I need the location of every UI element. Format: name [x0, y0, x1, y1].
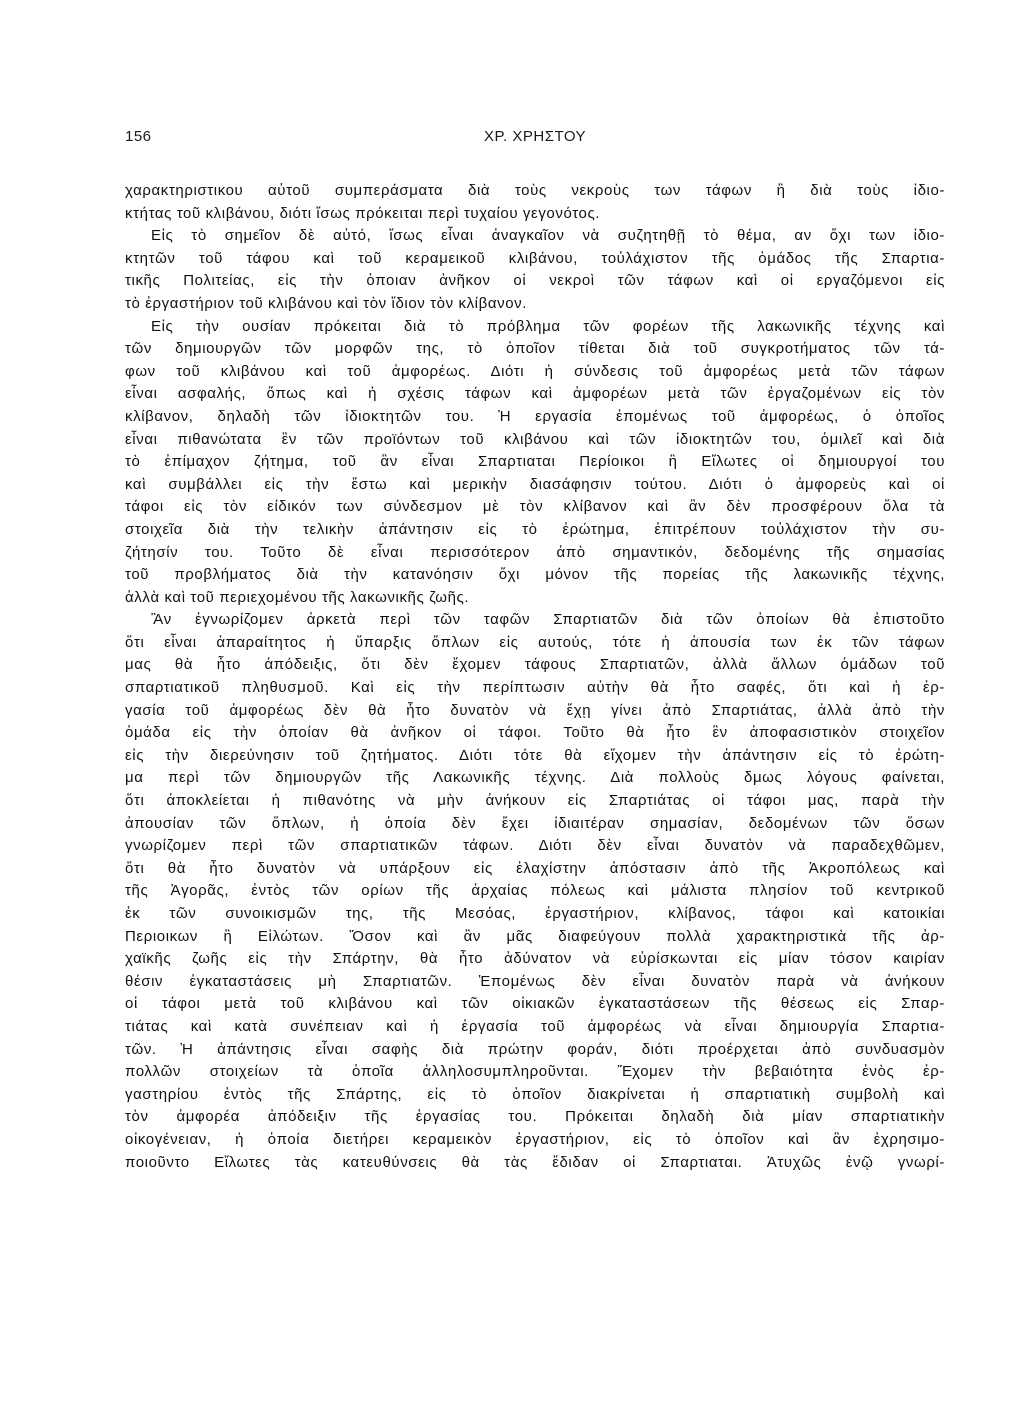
text-line: εἶναι ασφαλής, ὅπως καὶ ἡ σχέσις τάφων καὶ ἀμφορέων μετὰ τῶν ἐργαζομένων εἰς τὸν — [125, 385, 945, 403]
text-line: Εἰς τὴν ουσίαν πρόκειται διὰ τὸ πρόβλημα τῶν φορέων τῆς λακωνικῆς τέχνης καὶ — [151, 317, 945, 335]
text-line: τὸν ἀμφορέα ἀπόδειξιν τῆς ἐργασίας του. Πρόκειται δηλαδὴ διὰ μίαν σπαρτιατικὴν — [125, 1108, 945, 1126]
text-line: ὅτι θὰ ἦτο δυνατὸν νὰ υπάρξουν εἰς ἐλαχίστην ἀπόστασιν ἀπὸ τῆς Ἀκροπόλεως καὶ — [125, 859, 945, 877]
running-title: ΧΡ. ΧΡΗΣΤΟΥ — [483, 128, 587, 145]
text-line: εἶναι πιθανώτατα ἓν τῶν προϊόντων τοῦ κλιβάνου καὶ τῶν ἰδιοκτητῶν του, ὁμιλεῖ καὶ διὰ — [125, 430, 945, 448]
text-line: οἰκογένειαν, ἡ ὁποία διετήρει κεραμεικὸν ἐργαστήριον, εἰς τὸ ὁποῖον καὶ ἂν ἐχρησιμο- — [125, 1130, 945, 1148]
text-line: τάφοι εἰς τὸν είδικόν των σύνδεσμον μὲ τὸν κλίβανον καὶ ἂν δὲν προσφέρουν ὅλα τὰ — [125, 498, 945, 516]
text-line: οἱ τάφοι μετὰ τοῦ κλιβάνου καὶ τῶν οἰκιακῶν ἐγκαταστάσεων τῆς θέσεως εἰς Σπαρ- — [125, 995, 945, 1013]
body-text — [125, 180, 945, 1174]
text-line: χαϊκῆς ζωῆς εἰς τὴν Σπάρτην, θὰ ἦτο ἀδύνατον νὰ εὑρίσκωνται εἰς μίαν τόσον καιρίαν — [125, 950, 945, 968]
text-line: τῶν δημιουργῶν τῶν μορφῶν της, τὸ ὁποῖον τίθεται διὰ τοῦ συγκροτήματος τῶν τά- — [125, 340, 945, 358]
text-line: γασία τοῦ ἀμφορέως δὲν θὰ ἦτο δυνατὸν νὰ ἔχῃ γίνει ἀπὸ Σπαρτιάτας, ἀλλὰ ἀπὸ τὴν — [125, 701, 945, 719]
text-line: ἀλλὰ καὶ τοῦ περιεχομένου τῆς λακωνικῆς ζωῆς. — [125, 588, 470, 606]
text-line: Περιοικων ἢ Εἱλώτων. Ὅσον καὶ ἂν μᾶς διαφεύγουν πολλὰ χαρακτηριστικὰ τῆς ἀρ- — [125, 927, 945, 945]
text-line: ὁμάδα εἰς τὴν ὁποίαν θὰ ἀνῆκον οἱ τάφοι. Τοῦτο θὰ ἦτο ἓν ἀποφασιστικὸν στοιχεῖον — [125, 724, 945, 742]
text-line: ζήτησίν του. Τοῦτο δὲ εἶναι περισσότερον ἀπὸ σημαντικόν, δεδομένης τῆς σημασίας — [125, 543, 945, 561]
text-line: χαρακτηριστικου αὐτοῦ συμπεράσματα διὰ τοὺς νεκροὺς των τάφων ἢ διὰ τοὺς ἰδιο- — [125, 182, 945, 199]
text-line: Ἂν ἐγνωρίζομεν ἀρκετὰ περὶ τῶν ταφῶν Σπαρτιατῶν διὰ τῶν ὁποίων θὰ ἐπιστοῦτο — [151, 611, 945, 629]
text-line: ὅτι εἶναι ἀπαραίτητος ἡ ὕπαρξις ὅπλων εἰς αυτούς, τότε ἡ ἀπουσία των ἐκ τῶν τάφων — [125, 633, 945, 651]
text-line: καὶ συμβάλλει εἰς τὴν ἔστω καὶ μερικὴν διασάφησιν τούτου. Διότι ὁ ἀμφορεὺς καὶ οἱ — [125, 475, 945, 493]
text-line: τιάτας καὶ κατὰ συνέπειαν καὶ ἡ ἐργασία τοῦ ἀμφορέως νὰ εἶναι δημιουργία Σπαρτια- — [125, 1017, 945, 1035]
text-line: ὅτι ἀποκλείεται ἡ πιθανότης νὰ μὴν ἀνήκουν εἰς Σπαρτιάτας οἱ τάφοι μας, παρὰ τὴν — [125, 792, 945, 810]
text-line: μα περὶ τῶν δημιουργῶν τῆς Λακωνικῆς τέχνης. Διὰ πολλοὺς δμως λόγους φαίνεται, — [125, 769, 945, 787]
text-line: στοιχεῖα διὰ τὴν τελικὴν ἀπάντησιν εἰς τὸ ἐρώτημα, ἐπιτρέπουν τοὐλάχιστον τὴν συ- — [125, 520, 945, 538]
text-line: θέσιν ἐγκαταστάσεις μὴ Σπαρτιατῶν. Ἑπομένως δὲν εἶναι δυνατὸν παρὰ νὰ ἀνήκουν — [125, 972, 945, 990]
running-head — [125, 128, 945, 152]
text-line: κτήτας τοῦ κλιβάνου, διότι ἴσως πρόκειται περὶ τυχαίου γεγονότος. — [125, 204, 601, 222]
text-line: σπαρτιατικοῦ πληθυσμοῦ. Καὶ εἰς τὴν περίπτωσιν αὐτὴν θὰ ἦτο σαφές, ὅτι καὶ ἡ ἐρ- — [125, 679, 945, 697]
text-line: ποιοῦντο Εἵλωτες τὰς κατευθύνσεις θὰ τὰς ἔδιδαν οἱ Σπαρτιαται. Ἀτυχῶς ἐνῷ γνωρί- — [125, 1153, 945, 1171]
text-line: γνωρίζομεν περὶ τῶν σπαρτιατικῶν τάφων. Διότι δὲν εἶναι δυνατὸν νὰ παραδεχθῶμεν, — [125, 837, 945, 855]
text-line: Εἰς τὸ σημεῖον δὲ αὐτό, ἴσως εἶναι ἀναγκαῖον νὰ συζητηθῇ τὸ θέμα, αν ὄχι των ἰδιο- — [151, 227, 945, 245]
text-line: τὸ ἐπίμαχον ζήτημα, τοῦ ἂν εἶναι Σπαρτιαται Περίοικοι ἢ Εἵλωτες οἱ δημιουργοί του — [125, 453, 945, 471]
text-line: κλίβανον, δηλαδὴ τῶν ἰδιοκτητῶν του. Ἡ εργασία ἐπομένως τοῦ ἀμφορέως, ὁ ὁποῖος — [125, 407, 945, 425]
text-line: μας θὰ ἦτο ἀπόδειξις, ὅτι δὲν ἔχομεν τάφους Σπαρτιατῶν, ἀλλὰ ἄλλων ὁμάδων τοῦ — [125, 656, 945, 674]
text-line: γαστηρίου ἐντὸς τῆς Σπάρτης, εἰς τὸ ὁποῖον διακρίνεται ἡ σπαρτιατικὴ συμβολὴ καὶ — [125, 1085, 945, 1103]
text-line: ἐκ τῶν συνοικισμῶν της, τῆς Μεσόας, ἐργαστήριον, κλίβανος, τάφοι καὶ κατοικίαι — [125, 905, 945, 922]
text-line: τὸ ἐργαστήριον τοῦ κλιβάνου καὶ τὸν ἴδιον τὸν κλίβανον. — [125, 294, 528, 312]
text-line: τικῆς Πολιτείας, εἰς τὴν ὁποιαν ἀνῆκον οἱ νεκροὶ τῶν τάφων καὶ οἱ εργαζόμενοι εἰς — [125, 272, 945, 290]
text-line: τῶν. Ἡ ἀπάντησις εἶναι σαφὴς διὰ πρώτην φοράν, διότι προέρχεται ἀπὸ συνδυασμὸν — [125, 1040, 945, 1058]
text-line: τοῦ προβλήματος διὰ τὴν κατανόησιν ὄχι μόνον τῆς πορείας τῆς λακωνικῆς τέχνης, — [125, 566, 945, 584]
page-number: 156 — [125, 128, 152, 145]
text-line: ἀπουσίαν τῶν ὅπλων, ἡ ὁποία δὲν ἔχει ἰδιαιτέραν σημασίαν, δεδομένων τῶν ὅσων — [125, 814, 945, 832]
text-line: κτητῶν τοῦ τάφου καὶ τοῦ κεραμεικοῦ κλιβάνου, τοὐλάχιστον τῆς ὁμάδος τῆς Σπαρτια- — [125, 249, 945, 267]
text-line: φων τοῦ κλιβάνου καὶ τοῦ ἀμφορέως. Διότι ἡ σύνδεσις τοῦ ἀμφορέως μετὰ τῶν τάφων — [125, 362, 945, 380]
text-line: εἰς τὴν διερεύνησιν τοῦ ζητήματος. Διότι τότε θὰ εἴχομεν τὴν ἀπάντησιν εἰς τὸ ἐρώτη- — [125, 746, 945, 764]
text-line: τῆς Ἀγορᾶς, ἐντὸς τῶν ορίων τῆς ἀρχαίας πόλεως καὶ μάλιστα πλησίον τοῦ κεντρικοῦ — [125, 882, 945, 900]
text-line: πολλῶν στοιχείων τὰ ὁποῖα ἀλληλοσυμπληροῦνται. Ἔχομεν τὴν βεβαιότητα ἑνὸς ἐρ- — [125, 1063, 945, 1081]
